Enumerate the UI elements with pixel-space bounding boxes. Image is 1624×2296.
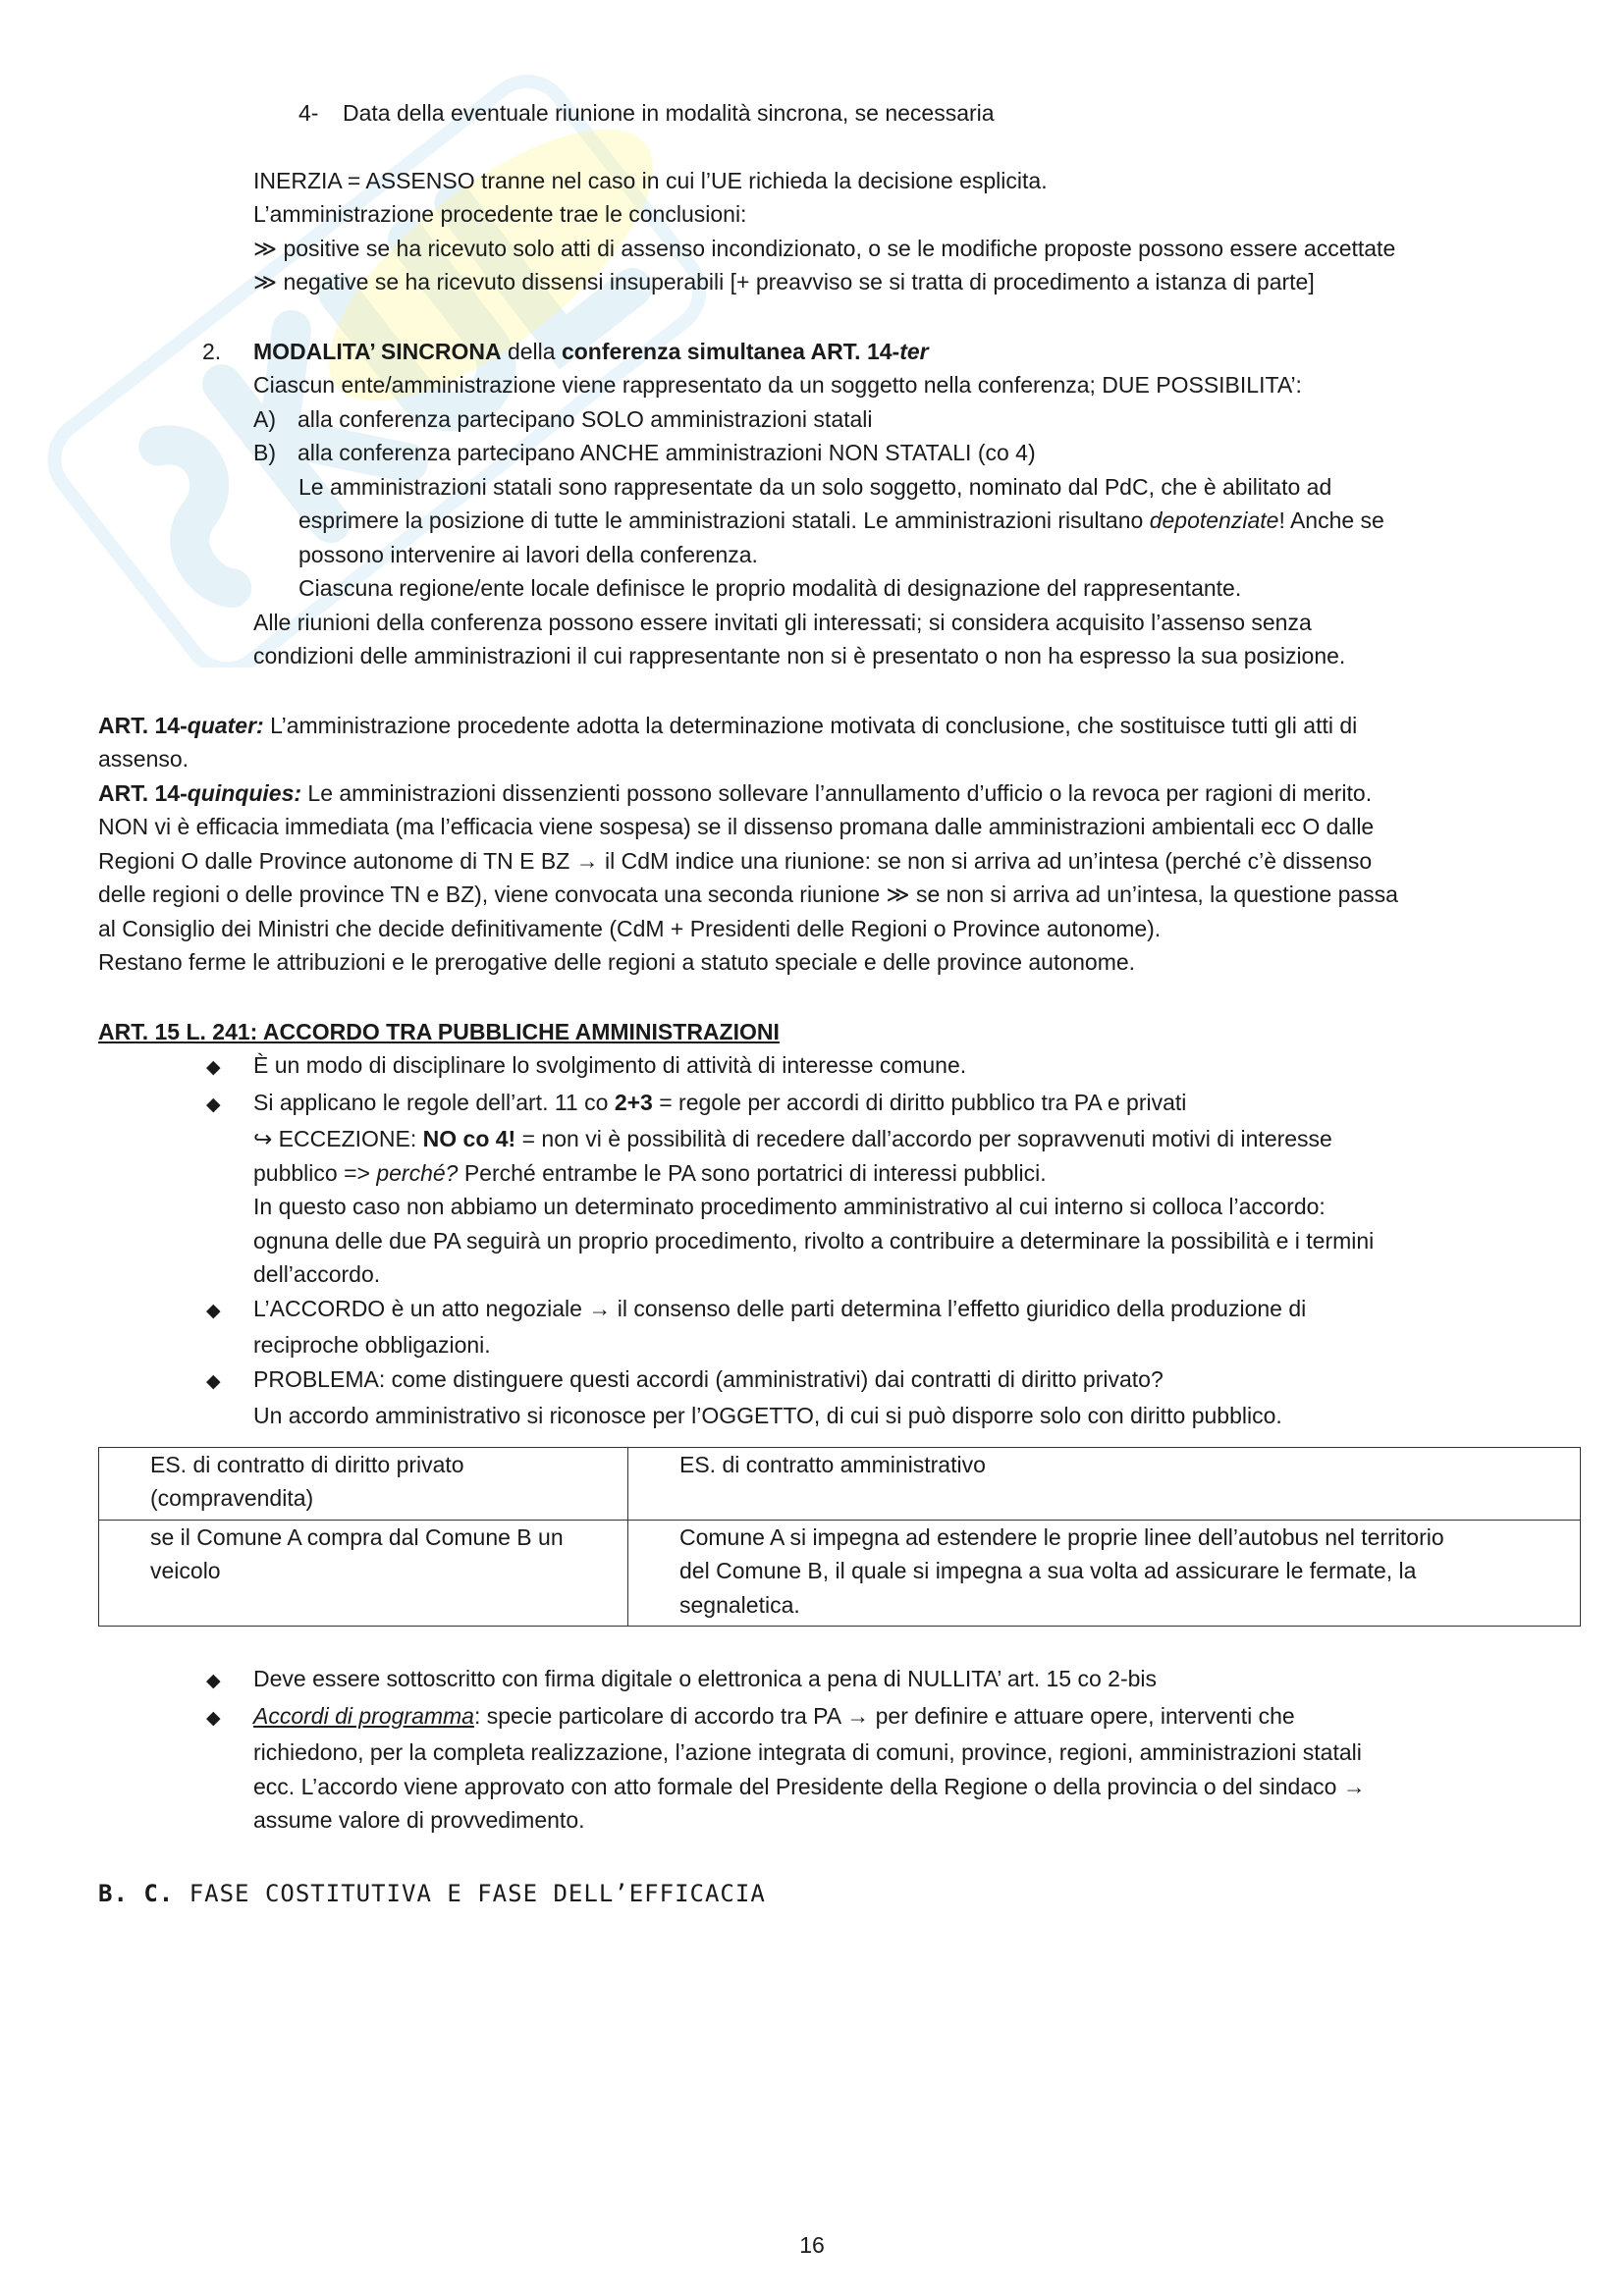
bullet-item: ◆ Deve essere sottoscritto con firma digitale o elettronica a pena di NULLITA’ art. 15 co 2-bis (98, 1662, 1581, 1699)
bullet-cont: ecc. L’accordo viene approvato con atto formale del Presidente della Regione o della provincia o del sindaco → (253, 1773, 1366, 1799)
art-14-quater-cont: assenso. (98, 746, 189, 772)
bullet-cont: Un accordo amministrativo si riconosce per l’OGGETTO, di cui si può disporre solo con diritto pubblico. (253, 1403, 1282, 1428)
list-number: 4- (298, 100, 319, 126)
option-b-para: Le amministrazioni statali sono rappresentate da un solo soggetto, nominato dal PdC, che è abilitato ad (298, 473, 1332, 500)
diamond-bullet-icon: ◆ (206, 1057, 221, 1078)
table-cell: ES. di contratto di diritto privato (compravendita) (99, 1447, 628, 1520)
procede-line: L’amministrazione procedente trae le conclusioni: (253, 201, 747, 227)
list-item-4: 4- Data della eventuale riunione in modalità sincrona, se necessaria (98, 96, 1581, 131)
bullet-item: ◆ PROBLEMA: come distinguere questi accordi (amministrativi) dai contratti di diritto privato? (98, 1362, 1581, 1400)
page-number: 16 (799, 2232, 825, 2258)
option-b: B) alla conferenza partecipano ANCHE amministrazioni NON STATALI (co 4) (98, 436, 1581, 470)
return-arrow-icon: ↪ (253, 1126, 273, 1151)
eccezione-line: ↪ ECCEZIONE: NO co 4! = non vi è possibilità di recedere dall’accordo per sopravvenuti motivi di interesse (253, 1126, 1332, 1151)
quinquies-line: NON vi è efficacia immediata (ma l’efficacia viene sospesa) se il dissenso promana dalle amministrazioni ambientali ecc O dalle (98, 814, 1375, 839)
bullet-item: ◆ L’ACCORDO è un atto negoziale → il consenso delle parti determina l’effetto giuridico della produzione di (98, 1292, 1581, 1329)
option-b-para: esprimere la posizione di tutte le amministrazioni statali. Le amministrazioni risultano depotenziate! Anche se (298, 507, 1384, 533)
quinquies-line: delle regioni o delle province TN e BZ), viene convocata una seconda riunione ≫ se non si arriva ad un’intesa, la questione passa (98, 881, 1398, 907)
section-2-title: 2. MODALITA’ SINCRONA della conferenza simultanea ART. 14-ter (98, 335, 1581, 369)
option-label: B) (253, 440, 276, 465)
double-chevron-icon: ≫ (253, 235, 278, 261)
diamond-bullet-icon: ◆ (206, 1300, 221, 1321)
table-cell: se il Comune A compra dal Comune B un veicolo (99, 1520, 628, 1627)
section-2-line1: Ciascun ente/amministrazione viene rappresentato da un soggetto nella conferenza; DUE POSSIBILITA’: (253, 372, 1302, 398)
alle-riunioni: condizioni delle amministrazioni il cui rappresentante non si è presentato o non ha espresso la sua posizione. (253, 643, 1346, 668)
bullet-cont: richiedono, per la completa realizzazione, l’azione integrata di comuni, province, regioni, amministrazioni statali (253, 1739, 1362, 1765)
negative-line: ≫ negative se ha ricevuto dissensi insuperabili [+ preavviso se si tratta di procedimento a istanza di parte] (253, 269, 1315, 294)
art-15-heading: ART. 15 L. 241: ACCORDO TRA PUBBLICHE AMMINISTRAZIONI (98, 1018, 780, 1044)
table-row (99, 1520, 1581, 1627)
section-heading-bc: B. C. FASE COSTITUTIVA E FASE DELL’EFFICACIA (98, 1879, 766, 1907)
option-b-para: Ciascuna regione/ente locale definisce le proprio modalità di designazione del rappresentante. (298, 575, 1242, 601)
art-14-quinquies: ART. 14-quinquies: Le amministrazioni dissenzienti possono sollevare l’annullamento d’ufficio o la revoca per ragioni di merito. (98, 779, 1373, 806)
option-a: A) alla conferenza partecipano SOLO amministrazioni statali (98, 402, 1581, 437)
art-14-quater: ART. 14-quater: L’amministrazione procedente adotta la determinazione motivata di conclusione, che sostituisce tutti gli atti di (98, 712, 1358, 738)
table-row (99, 1447, 1581, 1520)
caso-line: ognuna delle due PA seguirà un proprio procedimento, rivolto a contribuire a determinare la possibilità e i termini (253, 1227, 1375, 1254)
quinquies-line: Regioni O dalle Province autonome di TN E BZ → il CdM indice una riunione: se non si arriva ad un’intesa (perché c’è dissenso (98, 847, 1373, 874)
table-cell: ES. di contratto amministrativo (628, 1447, 1581, 1520)
inerzia-line: INERZIA = ASSENSO tranne nel caso in cui l’UE richieda la decisione esplicita. (253, 167, 1048, 193)
document-page (98, 96, 1581, 1910)
diamond-bullet-icon: ◆ (206, 1370, 221, 1392)
quinquies-line: al Consiglio dei Ministri che decide definitivamente (CdM + Presidenti delle Regioni o Province autonome). (98, 915, 1162, 941)
bullet-item: ◆ È un modo di disciplinare lo svolgimento di attività di interesse comune. (98, 1048, 1581, 1086)
double-chevron-icon: ≫ (253, 269, 278, 294)
diamond-bullet-icon: ◆ (206, 1094, 221, 1115)
diamond-bullet-icon: ◆ (206, 1671, 221, 1691)
bullet-item: ◆ Si applicano le regole dell’art. 11 co 2+3 = regole per accordi di diritto pubblico tra PA e privati (98, 1086, 1581, 1123)
alle-riunioni: Alle riunioni della conferenza possono essere invitati gli interessati; si considera acquisito l’assenso senza (253, 609, 1312, 635)
table-cell: Comune A si impegna ad estendere le proprie linee dell’autobus nel territorio del Comune B, il quale si impegna a sua volta ad assicurare le fermate, la segnaletica. (628, 1520, 1581, 1627)
bullet-cont: assume valore di provvedimento. (253, 1807, 585, 1833)
option-b-para: possono intervenire ai lavori della conferenza. (298, 541, 758, 567)
caso-line: dell’accordo. (253, 1261, 381, 1287)
quinquies-line: Restano ferme le attribuzioni e le prerogative delle regioni a statuto speciale e delle province autonome. (98, 949, 1136, 975)
eccezione-line: pubblico => perché? Perché entrambe le PA sono portatrici di interessi pubblici. (253, 1159, 1047, 1186)
caso-line: In questo caso non abbiamo un determinato procedimento amministrativo al cui interno si colloca l’accordo: (253, 1194, 1326, 1219)
diamond-bullet-icon: ◆ (206, 1707, 221, 1729)
option-label: A) (253, 405, 276, 432)
comparison-table (98, 1447, 1581, 1628)
section-number: 2. (202, 338, 222, 364)
positive-line: ≫ positive se ha ricevuto solo atti di assenso incondizionato, o se le modifiche proposte possono essere accettate (253, 235, 1396, 261)
bullet-cont: reciproche obbligazioni. (253, 1332, 491, 1358)
bullet-item: ◆ Accordi di programma: specie particolare di accordo tra PA → per definire e attuare opere, interventi che (98, 1699, 1581, 1736)
